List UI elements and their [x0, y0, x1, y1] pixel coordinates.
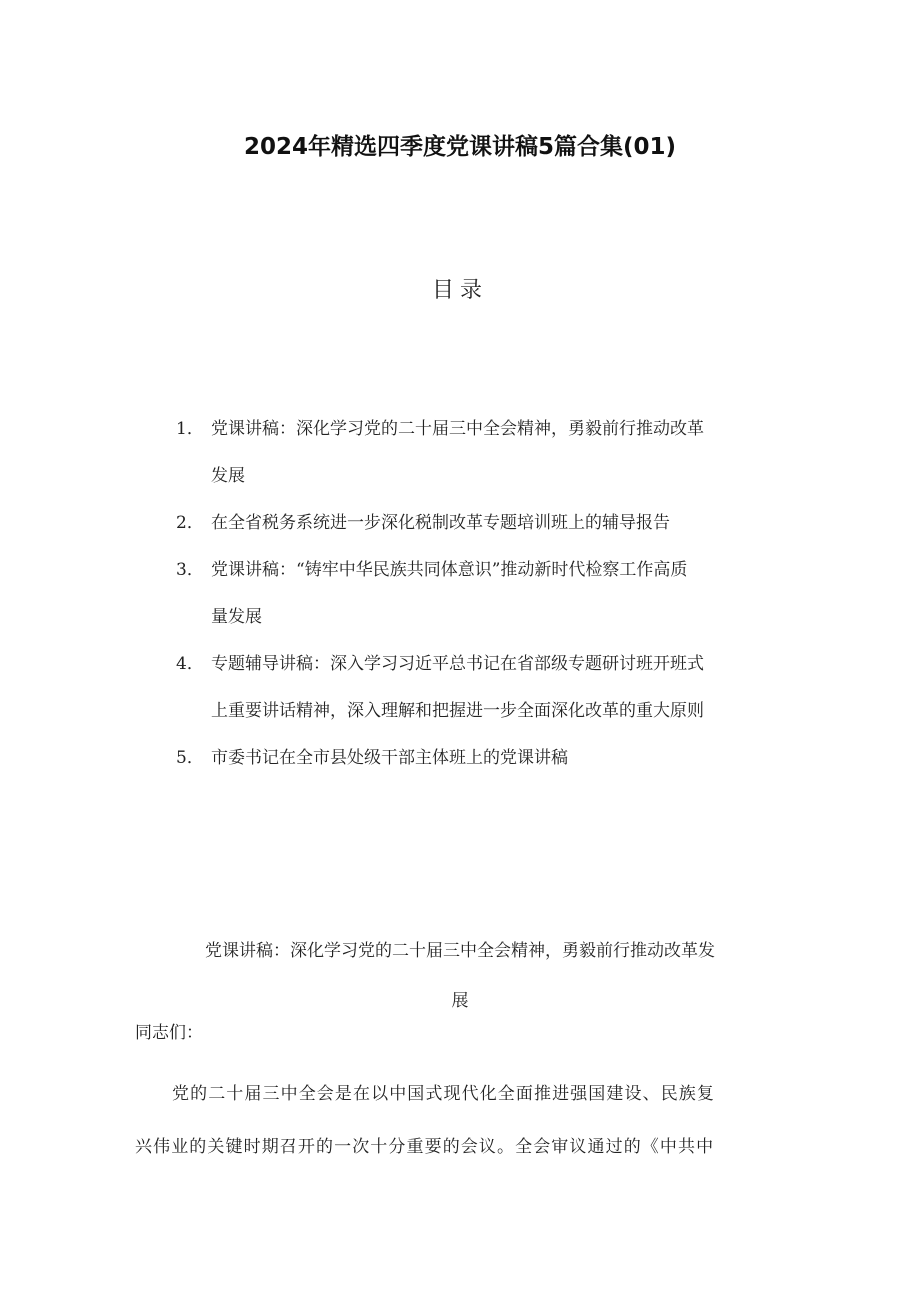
- toc-item-number: 4．: [176, 654, 204, 674]
- toc-item-text: 专题辅导讲稿：深入学习习近平总书记在省部级专题研讨班开班式: [211, 654, 704, 674]
- toc-item-text: 在全省税务系统进一步深化税制改革专题培训班上的辅导报告: [211, 513, 670, 533]
- section-title-continued: 展: [451, 991, 469, 1011]
- toc-item-text: 发展: [211, 466, 245, 486]
- table-of-contents: [176, 406, 796, 782]
- toc-item-text: 量发展: [211, 607, 262, 627]
- toc-item[interactable]: [176, 735, 796, 782]
- toc-heading: 目录: [431, 278, 488, 303]
- toc-item[interactable]: [176, 547, 796, 641]
- toc-item-number: 3．: [176, 560, 204, 580]
- toc-item-number: 1．: [176, 419, 204, 439]
- toc-item-text: 党课讲稿：“铸牢中华民族共同体意识”推动新时代检察工作高质: [211, 560, 688, 580]
- toc-item-number: 5．: [176, 748, 204, 768]
- document-title: 2024年精选四季度党课讲稿5篇合集(01): [243, 134, 677, 160]
- toc-item[interactable]: [176, 406, 796, 500]
- toc-item-text: 党课讲稿：深化学习党的二十届三中全会精神，勇毅前行推动改革: [211, 419, 704, 439]
- greeting: 同志们：: [135, 1023, 203, 1043]
- toc-item-text: 上重要讲话精神，深入理解和把握进一步全面深化改革的重大原则: [211, 701, 704, 721]
- toc-item[interactable]: [176, 500, 796, 547]
- toc-item[interactable]: [176, 641, 796, 735]
- toc-item-number: 2．: [176, 513, 204, 533]
- toc-item-text: 市委书记在全市县处级干部主体班上的党课讲稿: [211, 748, 568, 768]
- section-title: 党课讲稿：深化学习党的二十届三中全会精神，勇毅前行推动改革发: [205, 941, 715, 961]
- paragraph-line: 党的二十届三中全会是在以中国式现代化全面推进强国建设、民族复: [172, 1084, 715, 1104]
- paragraph-line: 兴伟业的关键时期召开的一次十分重要的会议。全会审议通过的《中共中: [135, 1137, 715, 1157]
